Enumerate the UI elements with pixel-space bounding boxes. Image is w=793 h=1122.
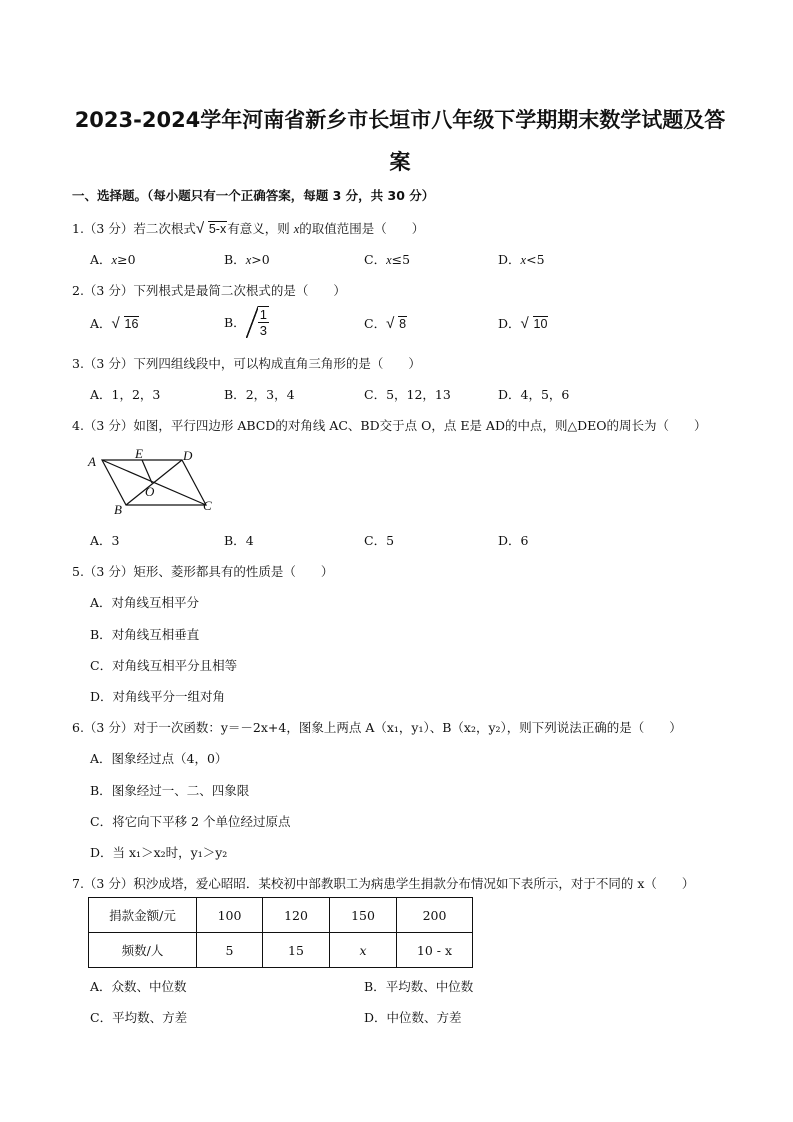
document-title-continued: 案: [389, 150, 411, 174]
radicand: 8: [399, 317, 407, 331]
question-7-option-a[interactable]: [90, 977, 187, 995]
section-header: 一、选择题。（每小题只有一个正确答案，每题 3 分，共 30 分）: [72, 188, 435, 203]
question-6-option-d[interactable]: [90, 843, 227, 861]
question-4-option-a[interactable]: [90, 531, 119, 549]
question-1-prefix: 1.（3 分）若二次根式: [72, 221, 196, 236]
option-text: 将它向下平移 2 个单位经过原点: [112, 814, 291, 829]
option-label: C．: [90, 658, 113, 673]
question-3-stem: 3.（3 分）下列四组线段中，可以构成直角三角形的是（ ）: [72, 356, 421, 371]
option-label: B．: [224, 387, 246, 402]
question-3-option-b[interactable]: [224, 385, 295, 403]
vertex-label-o: O: [145, 484, 155, 499]
option-label: D．: [90, 845, 113, 860]
option-text: 1，2，3: [111, 387, 161, 402]
option-text: 中位数、方差: [386, 1010, 462, 1025]
denominator: 3: [259, 323, 267, 338]
question-2-option-b[interactable]: [224, 306, 269, 338]
option-text: 2，3，4: [245, 387, 295, 402]
variable-x: x: [245, 253, 252, 267]
question-1-suffix: 有意义，则: [227, 221, 294, 236]
question-6-stem: 6.（3 分）对于一次函数：y＝－2x+4，图象上两点 A（x₁，y₁）、B（x₂，y₂），则下列说法正确的是（ ）: [72, 720, 682, 735]
table-row: [89, 898, 473, 933]
vertex-label-a: A: [88, 454, 96, 469]
option-label: A．: [90, 595, 112, 610]
question-4-option-c[interactable]: [364, 531, 394, 549]
parallelogram-figure: [86, 446, 226, 518]
question-7-stem: 7.（3 分）积沙成塔，爱心昭昭．某校初中部教职工为病患学生捐款分布情况如下表所示，对于不同的 x（ ）: [72, 876, 695, 891]
vertex-label-d: D: [183, 448, 193, 463]
vertex-label-c: C: [203, 498, 212, 513]
radicand: 16: [124, 317, 139, 331]
option-text: 图象经过点（4，0）: [111, 751, 228, 766]
option-text: 5: [386, 533, 395, 548]
question-3-option-d[interactable]: [498, 385, 569, 403]
option-text: 当 x₁＞x₂时，y₁＞y₂: [112, 845, 228, 860]
vertex-label-e: E: [135, 446, 143, 461]
option-text: <5: [526, 252, 545, 267]
table-header-cell: 频数/人: [89, 933, 197, 968]
option-text: 4: [245, 533, 254, 548]
option-label: B．: [90, 783, 112, 798]
question-2-option-c[interactable]: [364, 314, 407, 332]
option-text: 4，5，6: [520, 387, 570, 402]
option-label: C．: [90, 814, 113, 829]
option-label: B．: [364, 979, 386, 994]
table-row: [89, 933, 473, 968]
variable-x: x: [111, 253, 118, 267]
question-2-stem: 2.（3 分）下列根式是最简二次根式的是（ ）: [72, 283, 346, 298]
question-6-option-b[interactable]: [90, 781, 249, 799]
option-text: 平均数、方差: [112, 1010, 188, 1025]
table-cell: 150: [330, 898, 397, 933]
question-6-option-a[interactable]: [90, 749, 227, 767]
question-5-stem: 5.（3 分）矩形、菱形都具有的性质是（ ）: [72, 564, 334, 579]
variable-x: x: [520, 253, 527, 267]
option-label: B．: [224, 533, 246, 548]
question-4-stem: 4.（3 分）如图，平行四边形 ABCD的对角线 AC、BD交于点 O，点 E是 AD的中点，则△DEO的周长为（ ）: [72, 418, 707, 433]
question-1-option-d[interactable]: [498, 250, 545, 268]
option-label: D．: [364, 1010, 387, 1025]
question-4-option-b[interactable]: [224, 531, 254, 549]
option-text: 5，12，13: [386, 387, 451, 402]
table-cell: 200: [397, 898, 473, 933]
fraction: [258, 307, 269, 338]
option-label: D．: [498, 252, 521, 267]
variable-x: x: [386, 253, 392, 267]
option-text: 众数、中位数: [111, 979, 187, 994]
option-label: D．: [498, 533, 521, 548]
question-2-option-d[interactable]: [498, 314, 548, 332]
option-text: 6: [520, 533, 529, 548]
question-7-option-b[interactable]: [364, 977, 473, 995]
option-label: B．: [90, 627, 112, 642]
numerator: 1: [259, 307, 267, 322]
question-6-option-c[interactable]: [90, 812, 290, 830]
table-cell: 100: [197, 898, 263, 933]
option-label: C．: [364, 252, 387, 267]
question-1-suffix-b: 的取值范围是（ ）: [299, 221, 425, 236]
option-text: 对角线平分一组对角: [112, 689, 226, 704]
question-3-option-c[interactable]: [364, 385, 451, 403]
question-5-option-d[interactable]: [90, 687, 225, 705]
option-text: 平均数、中位数: [385, 979, 474, 994]
sqrt-expression: [521, 317, 549, 331]
sqrt-expression: [196, 222, 227, 236]
option-label: A．: [90, 751, 112, 766]
question-5-option-c[interactable]: [90, 656, 237, 674]
table-cell: 15: [263, 933, 330, 968]
option-label: C．: [364, 316, 387, 331]
question-3-option-a[interactable]: [90, 385, 160, 403]
vertex-label-b: B: [114, 502, 122, 517]
option-label: D．: [498, 387, 521, 402]
option-label: A．: [90, 387, 112, 402]
option-label: D．: [90, 689, 113, 704]
option-label: A．: [90, 979, 112, 994]
donation-table: [88, 897, 473, 968]
option-label: D．: [498, 316, 521, 331]
option-text: 3: [111, 533, 120, 548]
option-label: B．: [224, 252, 246, 267]
variable-x: x: [293, 222, 300, 236]
question-4-option-d[interactable]: [498, 531, 528, 549]
option-text: 对角线互相平分且相等: [112, 658, 238, 673]
option-label: C．: [364, 387, 387, 402]
question-1-option-b[interactable]: [224, 250, 270, 268]
sqrt-expression: [386, 317, 407, 331]
table-cell: 5: [197, 933, 263, 968]
option-label: C．: [364, 533, 387, 548]
option-label: A．: [90, 316, 112, 331]
radicand: 10: [533, 317, 548, 331]
question-2-option-a[interactable]: [90, 314, 139, 332]
option-label: A．: [90, 533, 112, 548]
question-7-option-c[interactable]: [90, 1008, 187, 1026]
option-label: B．: [224, 315, 246, 330]
option-label: A．: [90, 252, 112, 267]
radicand: 5-x: [208, 222, 227, 236]
option-text: 对角线互相平分: [111, 595, 200, 610]
question-7-option-d[interactable]: [364, 1008, 462, 1026]
question-5-option-a[interactable]: [90, 593, 199, 611]
option-text: 图象经过一、二、四象限: [111, 783, 250, 798]
sqrt-expression: [112, 317, 140, 331]
option-label: C．: [90, 1010, 113, 1025]
option-text: ≤5: [391, 252, 411, 267]
table-cell: 120: [263, 898, 330, 933]
question-1-stem: [72, 219, 424, 237]
question-1-option-a[interactable]: [90, 250, 136, 268]
document-title: 2023-2024学年河南省新乡市长垣市八年级下学期期末数学试题及答: [74, 108, 726, 132]
option-text: 对角线互相垂直: [111, 627, 200, 642]
option-text: >0: [251, 252, 270, 267]
option-text: ≥0: [117, 252, 136, 267]
table-cell: 10 - x: [397, 933, 473, 968]
table-header-cell: 捐款金额/元: [89, 898, 197, 933]
question-1-option-c[interactable]: [364, 250, 410, 268]
sqrt-fraction-expression: [246, 306, 269, 338]
question-5-option-b[interactable]: [90, 625, 199, 643]
table-cell: x: [330, 933, 397, 968]
